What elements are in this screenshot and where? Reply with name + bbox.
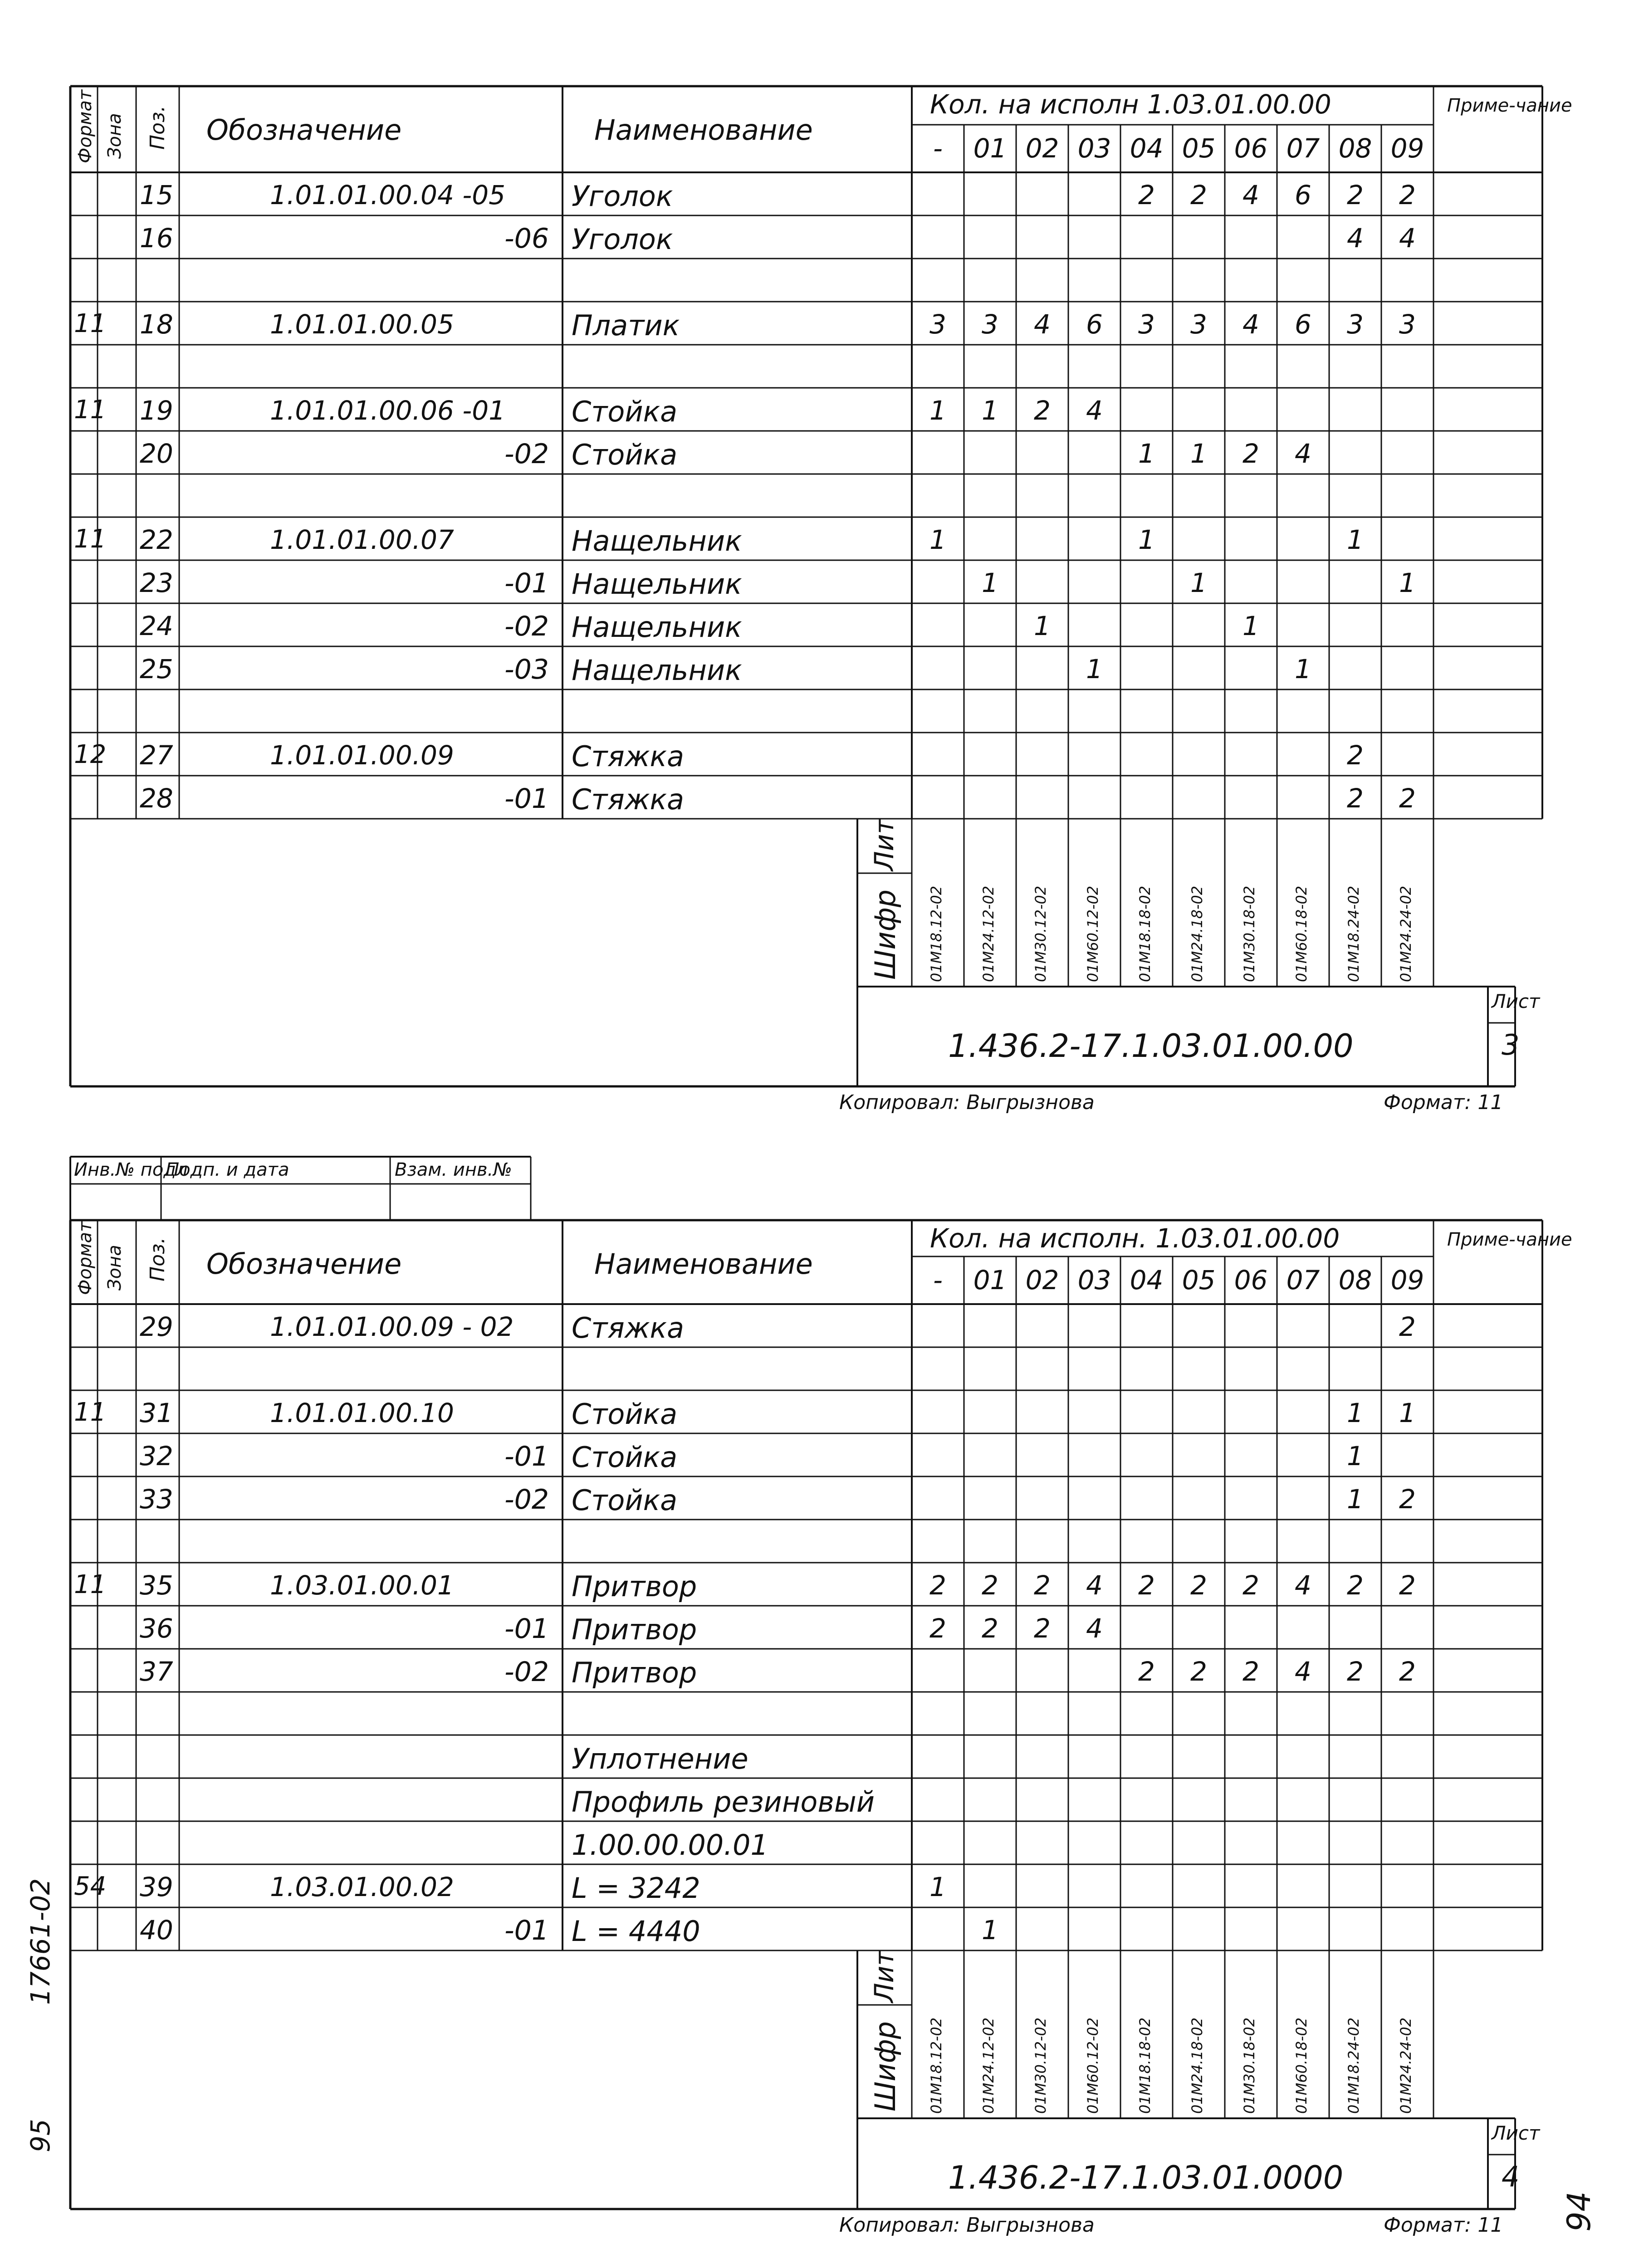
sheet-4	[0, 1134, 1629, 2268]
sheet-4-variant-05: 05	[1182, 1265, 1216, 1295]
sheet-3-row-qty: 6	[1295, 309, 1311, 340]
sheet-4-header-pos: Поз.	[146, 1237, 169, 1281]
sheet-4-header-name: Наименование	[594, 1247, 813, 1281]
sheet-4-row-pos: 29	[140, 1311, 173, 1342]
sheet-4-row-qty: 2	[1399, 1311, 1416, 1342]
sheet-3-row-qty: 4	[1399, 223, 1416, 254]
sheet-4-variant-01: 01	[973, 1265, 1007, 1295]
right-page-number: 94	[1561, 2191, 1598, 2232]
sheet-3-version-code: 01М30.18-02	[1241, 885, 1258, 982]
sheet-4-row-qty: 2	[1034, 1570, 1051, 1601]
sheet-4-row-qty: 2	[929, 1613, 946, 1644]
sheet-3-row-qty: 1	[929, 524, 946, 555]
sheet-3-version-code: 01М24.12-02	[980, 885, 997, 982]
sheet-4-row-qty: 1	[1347, 1484, 1364, 1515]
sheet-4-row-name: Стойка	[572, 1398, 678, 1431]
sheet-3-row-qty: 2	[1190, 180, 1207, 210]
sheet-3-row-name: Стяжка	[572, 740, 684, 773]
sheet-4-row-qty: 2	[1399, 1656, 1416, 1687]
sheet-4-row-qty: 2	[1399, 1570, 1416, 1601]
sheet-3-row-qty: 3	[929, 309, 946, 340]
sheet-4-variant-08: 08	[1338, 1265, 1372, 1295]
sheet-4-header-designation: Обозначение	[206, 1247, 402, 1281]
sheet-3-row-designation: -02	[504, 611, 549, 642]
sheet-4-copied-by: Копировал: Выгрызнова	[839, 2214, 1095, 2237]
sheet-4-sheet-label: Лист	[1492, 2122, 1540, 2144]
sheet-3-variant-base: -	[933, 133, 943, 164]
sheet-3-variant-07: 07	[1286, 133, 1320, 164]
sheet-4-row-qty: 1	[1347, 1398, 1364, 1428]
sheet-4-shifr-label: Шифр	[869, 2021, 902, 2112]
sheet-4-version-code: 01М18.18-02	[1136, 2017, 1154, 2114]
sheet-3-copied-by: Копировал: Выгрызнова	[839, 1091, 1095, 1114]
sheet-3-row-designation: -01	[504, 567, 549, 599]
sheet-3-row-designation: -03	[504, 654, 549, 685]
sheet-4-version-code: 01М24.24-02	[1397, 2017, 1414, 2114]
sheet-4-version-code: 01М18.12-02	[928, 2017, 945, 2114]
sheet-3-row-qty: 6	[1295, 180, 1311, 210]
sheet-3-header-note: Приме-чание	[1447, 95, 1572, 116]
sheet-4-row-qty: 1	[982, 1915, 998, 1945]
sheet-3-row-qty: 2	[1399, 180, 1416, 210]
sheet-4-variant-base: -	[933, 1265, 943, 1295]
stamp-replace-label: Взам. инв.№	[395, 1159, 512, 1180]
sheet-4-row-name: Притвор	[572, 1570, 697, 1603]
sheet-3-row-qty: 4	[1243, 180, 1259, 210]
sheet-4-row-qty: 2	[1138, 1656, 1155, 1687]
sheet-3-row-name: Уголок	[572, 223, 673, 256]
sheet-3-format-note: Формат: 11	[1384, 1091, 1503, 1114]
sheet-3-row-qty: 1	[1347, 524, 1364, 555]
sheet-4-row-name: 1.00.00.00.01	[572, 1828, 768, 1862]
sheet-4-row-qty: 2	[1190, 1656, 1207, 1687]
sheet-4-row-qty: 1	[1347, 1441, 1364, 1471]
sheet-4-version-code: 01М24.18-02	[1189, 2017, 1206, 2114]
sheet-4-header-qty-title: Кол. на исполн. 1.03.01.00.00	[930, 1223, 1340, 1254]
stamp-sign-date-label: Подп. и дата	[166, 1159, 289, 1180]
sheet-4-row-pos: 31	[140, 1398, 173, 1428]
sheet-4-row-designation: 1.01.01.00.10	[270, 1398, 454, 1428]
sheet-3-row-pos: 27	[140, 740, 173, 771]
sheet-4-row-qty: 2	[1347, 1570, 1364, 1601]
sheet-4-row-pos: 35	[140, 1570, 173, 1601]
sheet-4-version-code: 01М18.24-02	[1345, 2017, 1362, 2114]
sheet-3-row-qty: 4	[1295, 438, 1311, 469]
sheet-4-row-qty: 2	[1399, 1484, 1416, 1515]
sheet-4-version-code: 01М24.12-02	[980, 2017, 997, 2114]
sheet-3-row-qty: 6	[1086, 309, 1103, 340]
sheet-4-row-designation: -02	[504, 1484, 549, 1515]
sheet-4-row-qty: 2	[1243, 1570, 1259, 1601]
sheet-4-row-qty: 4	[1295, 1656, 1311, 1687]
sheet-3-row-pos: 19	[140, 395, 173, 426]
sheet-3-variant-01: 01	[973, 133, 1007, 164]
sheet-3-sheet-number: 3	[1502, 1028, 1520, 1061]
sheet-4-version-code: 01М60.18-02	[1293, 2017, 1310, 2114]
sheet-4-row-name: Стяжка	[572, 1311, 684, 1344]
sheet-3-row-qty: 1	[1243, 611, 1259, 641]
sheet-4-row-name: Притвор	[572, 1656, 697, 1689]
sheet-3-row-qty: 1	[1034, 611, 1051, 641]
sheet-3-row-qty: 1	[982, 395, 998, 426]
sheet-4-row-designation: -01	[504, 1613, 549, 1645]
sheet-4-row-qty: 2	[1138, 1570, 1155, 1601]
sheet-3-row-qty: 2	[1347, 783, 1364, 814]
sheet-3-shifr-label: Шифр	[869, 890, 902, 980]
sheet-4-row-name: Стойка	[572, 1441, 678, 1474]
sheet-3-version-code: 01М60.12-02	[1084, 885, 1101, 982]
sheet-3-row-designation: -02	[504, 438, 549, 470]
sheet-4-row-designation: -01	[504, 1915, 549, 1946]
sheet-4-row-pos: 33	[140, 1484, 173, 1515]
sheet-4-variant-04: 04	[1130, 1265, 1164, 1295]
sheet-4-row-designation: -01	[504, 1441, 549, 1472]
sheet-4-row-qty: 4	[1086, 1613, 1103, 1644]
sheet-3-header-zone: Зона	[104, 113, 125, 159]
sheet-3-row-qty: 3	[982, 309, 998, 340]
sheet-3-row-pos: 22	[140, 524, 173, 555]
sheet-3-variant-03: 03	[1077, 133, 1111, 164]
sheet-4-row-format: 11	[74, 1570, 107, 1599]
sheet-3-version-code: 01М60.18-02	[1293, 885, 1310, 982]
sheet-3-row-qty: 1	[1295, 654, 1311, 684]
sheet-4-row-pos: 39	[140, 1872, 173, 1902]
sheet-3-row-pos: 23	[140, 567, 173, 598]
sheet-4-row-qty: 4	[1295, 1570, 1311, 1601]
sheet-3-row-qty: 2	[1138, 180, 1155, 210]
sheet-4-lit-label: Лит	[869, 1950, 900, 2003]
sheet-4-doc-number: 1.436.2-17.1.03.01.0000	[948, 2159, 1344, 2196]
sheet-4-row-qty: 1	[929, 1872, 946, 1902]
sheet-3-version-code: 01М18.12-02	[928, 885, 945, 982]
sheet-3-variant-04: 04	[1130, 133, 1164, 164]
sheet-3-row-name: Нащельник	[572, 524, 742, 557]
sheet-4-row-qty: 2	[982, 1570, 998, 1601]
sheet-3-row-designation: 1.01.01.00.07	[270, 524, 454, 555]
sheet-4-header-zone: Зона	[104, 1245, 125, 1290]
sheet-3-row-pos: 16	[140, 223, 173, 254]
sheet-3-row-qty: 1	[1190, 438, 1207, 469]
sheet-4-format-note: Формат: 11	[1384, 2214, 1503, 2237]
sheet-3-row-qty: 1	[1138, 524, 1155, 555]
sheet-3-header-qty-title: Кол. на исполн 1.03.01.00.00	[930, 89, 1331, 120]
sheet-3-version-code: 01М24.18-02	[1189, 885, 1206, 982]
sheet-4-row-designation: 1.03.01.00.01	[270, 1570, 454, 1601]
sheet-3-row-qty: 4	[1034, 309, 1051, 340]
sheet-3-row-qty: 1	[982, 567, 998, 598]
left-page-number: 95	[25, 2119, 56, 2152]
sheet-3-row-format: 12	[74, 740, 107, 769]
sheet-4-row-qty: 2	[1034, 1613, 1051, 1644]
sheet-3-row-designation: 1.01.01.00.05	[270, 309, 454, 340]
sheet-3-variant-05: 05	[1182, 133, 1216, 164]
sheet-3-lit-label: Лит	[869, 818, 900, 871]
sheet-4-row-format: 54	[74, 1872, 107, 1901]
sheet-3-row-designation: 1.01.01.00.09	[270, 740, 454, 771]
stamp-inv-label: Инв.№ подл	[74, 1159, 188, 1180]
sheet-3-row-qty: 1	[1138, 438, 1155, 469]
sheet-3-row-qty: 3	[1347, 309, 1364, 340]
sheet-4-variant-03: 03	[1077, 1265, 1111, 1295]
sheet-3-row-format: 11	[74, 309, 107, 338]
sheet-3-row-qty: 4	[1347, 223, 1364, 254]
sheet-3-row-qty: 1	[1399, 567, 1416, 598]
sheet-4-row-designation: -02	[504, 1656, 549, 1688]
sheet-3-row-pos: 24	[140, 611, 173, 641]
sheet-3-row-name: Стойка	[572, 395, 678, 428]
sheet-3-row-name: Уголок	[572, 180, 673, 213]
sheet-3-row-qty: 2	[1034, 395, 1051, 426]
sheet-4-row-qty: 2	[1190, 1570, 1207, 1601]
sheet-3-row-pos: 28	[140, 783, 173, 814]
sheet-4-row-qty: 2	[1243, 1656, 1259, 1687]
sheet-3-row-name: Стойка	[572, 438, 678, 471]
sheet-4-row-format: 11	[74, 1398, 107, 1427]
sheet-4-version-code: 01М30.12-02	[1032, 2017, 1049, 2114]
sheet-4-row-name: L = 3242	[572, 1872, 700, 1905]
sheet-3-row-pos: 25	[140, 654, 173, 684]
sheet-4-row-name: Профиль резиновый	[572, 1785, 875, 1818]
sheet-4-row-pos: 32	[140, 1441, 173, 1471]
sheet-4-grid	[0, 1134, 1629, 2268]
sheet-4-variant-07: 07	[1286, 1265, 1320, 1295]
sheet-3-row-qty: 4	[1086, 395, 1103, 426]
sheet-3-row-name: Нащельник	[572, 611, 742, 644]
sheet-4-row-qty: 2	[1347, 1656, 1364, 1687]
sheet-3-row-qty: 2	[1243, 438, 1259, 469]
sheet-4-version-code: 01М60.12-02	[1084, 2017, 1101, 2114]
sheet-4-row-designation: 1.01.01.00.09 - 02	[270, 1311, 514, 1342]
sheet-3-row-qty: 3	[1190, 309, 1207, 340]
sheet-4-row-pos: 40	[140, 1915, 173, 1945]
sheet-4-variant-09: 09	[1390, 1265, 1424, 1295]
sheet-3-row-qty: 1	[1190, 567, 1207, 598]
sheet-4-header-note: Приме-чание	[1447, 1229, 1572, 1250]
sheet-3-row-pos: 15	[140, 180, 173, 210]
sheet-4-row-name: L = 4440	[572, 1915, 700, 1948]
sheet-3-row-qty: 3	[1399, 309, 1416, 340]
sheet-3-row-name: Нащельник	[572, 567, 742, 601]
sheet-3-version-code: 01М18.18-02	[1136, 885, 1154, 982]
sheet-3-variant-08: 08	[1338, 133, 1372, 164]
sheet-4-row-pos: 36	[140, 1613, 173, 1644]
sheet-3-row-format: 11	[74, 395, 107, 425]
sheet-3-row-qty: 4	[1243, 309, 1259, 340]
sheet-4-variant-06: 06	[1234, 1265, 1268, 1295]
sheet-3-row-qty: 2	[1399, 783, 1416, 814]
sheet-3-row-qty: 2	[1347, 740, 1364, 771]
sheet-3-version-code: 01М18.24-02	[1345, 885, 1362, 982]
sheet-4-row-qty: 2	[982, 1613, 998, 1644]
sheet-3-header-pos: Поз.	[146, 105, 169, 150]
sheet-3-row-qty: 2	[1347, 180, 1364, 210]
sheet-4-row-pos: 37	[140, 1656, 173, 1687]
sheet-3-row-format: 11	[74, 524, 107, 554]
sheet-4-row-designation: 1.03.01.00.02	[270, 1872, 454, 1902]
sheet-3-header-format: Формат	[75, 89, 96, 163]
sheet-3-header-designation: Обозначение	[206, 113, 402, 147]
sheet-3-doc-number: 1.436.2-17.1.03.01.00.00	[948, 1027, 1354, 1065]
archive-code-mark: 17661-02	[25, 1878, 56, 2005]
sheet-3-row-qty: 1	[929, 395, 946, 426]
sheet-4-row-qty: 1	[1399, 1398, 1416, 1428]
sheet-3-row-designation: -06	[504, 223, 549, 254]
sheet-4-row-name: Уплотнение	[572, 1742, 748, 1775]
sheet-3-row-pos: 20	[140, 438, 173, 469]
sheet-3-row-designation: 1.01.01.00.04 -05	[270, 180, 506, 210]
sheet-3-version-code: 01М30.12-02	[1032, 885, 1049, 982]
sheet-3-variant-06: 06	[1234, 133, 1268, 164]
sheet-3-row-pos: 18	[140, 309, 173, 340]
sheet-4-row-name: Стойка	[572, 1484, 678, 1517]
sheet-4-header-format: Формат	[75, 1221, 96, 1295]
sheet-3-variant-09: 09	[1390, 133, 1424, 164]
sheet-4-variant-02: 02	[1025, 1265, 1059, 1295]
sheet-3-row-designation: -01	[504, 783, 549, 815]
sheet-4-row-qty: 2	[929, 1570, 946, 1601]
sheet-3-row-qty: 1	[1086, 654, 1103, 684]
sheet-3-header-name: Наименование	[594, 113, 813, 147]
sheet-3-row-name: Платик	[572, 309, 680, 342]
sheet-4-row-name: Притвор	[572, 1613, 697, 1646]
sheet-3-version-code: 01М24.24-02	[1397, 885, 1414, 982]
sheet-4-version-code: 01М30.18-02	[1241, 2017, 1258, 2114]
sheet-3-row-name: Стяжка	[572, 783, 684, 816]
sheet-3-row-name: Нащельник	[572, 654, 742, 687]
sheet-3-variant-02: 02	[1025, 133, 1059, 164]
sheet-3-row-qty: 3	[1138, 309, 1155, 340]
sheet-3-sheet-label: Лист	[1492, 990, 1540, 1012]
sheet-4-row-qty: 4	[1086, 1570, 1103, 1601]
sheet-4-sheet-number: 4	[1502, 2160, 1520, 2193]
sheet-3-row-designation: 1.01.01.00.06 -01	[270, 395, 506, 426]
